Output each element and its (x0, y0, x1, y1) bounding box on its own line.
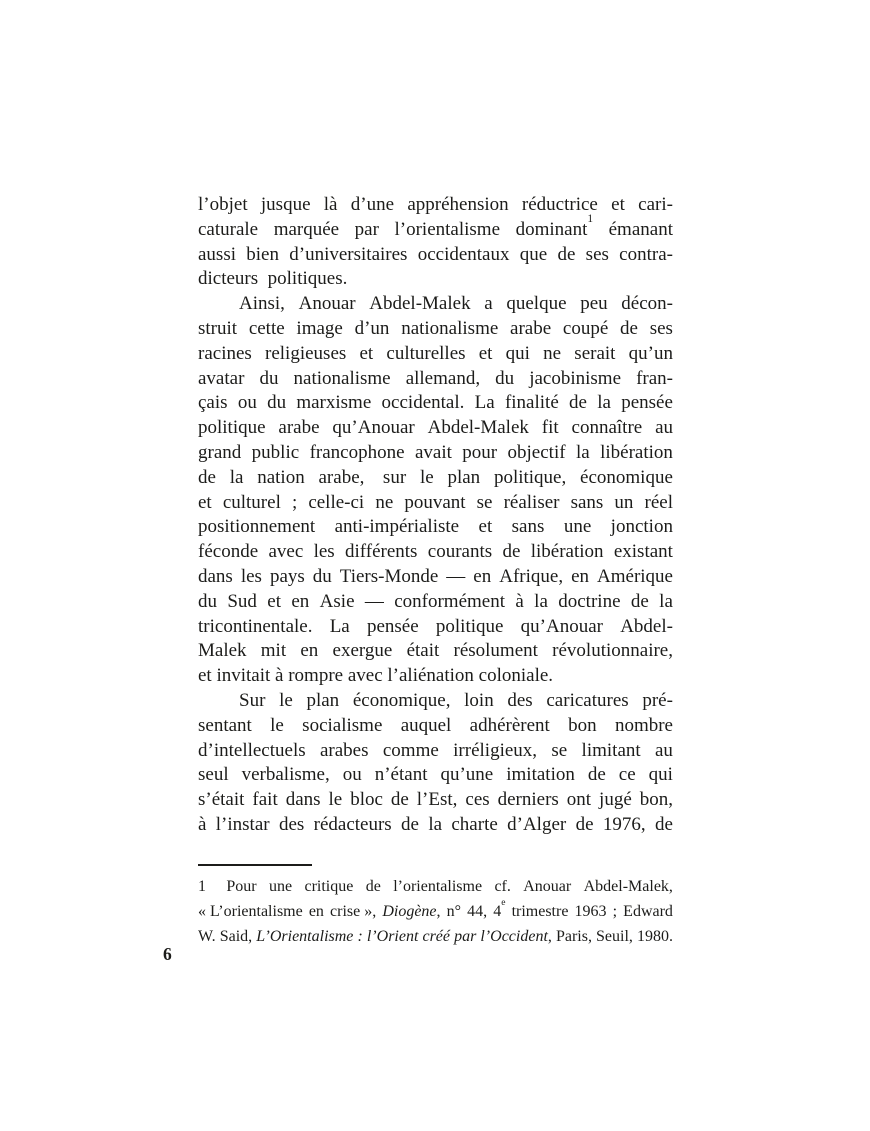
text-line: racines religieuses et culturelles et qui ne serait qu’un (198, 342, 673, 364)
text-line: W. Said, L’Orientalisme : l’Orient créé par l’Occident, Paris, Seuil, 1980. (198, 927, 673, 945)
text-line: l’objet jusque là d’une appréhension réductrice et cari- (198, 194, 673, 215)
text-line: du Sud et en Asie — conformément à la doctrine de la (198, 590, 673, 612)
text-line: d’intellectuels arabes comme irréligieux, se limitant au (198, 739, 673, 761)
text-line: 1 Pour une critique de l’orientalisme cf. Anouar Abdel-Malek, (198, 878, 673, 895)
text-line: Ainsi, Anouar Abdel-Malek a quelque peu décon- (239, 293, 673, 315)
text-line: caturale marquée par l’orientalisme dominant$^1$ émanant (198, 213, 673, 240)
text-line: tricontinentale. La pensée politique qu’Anouar Abdel- (198, 615, 673, 637)
text-line: Sur le plan économique, loin des caricatures pré- (239, 689, 673, 711)
text-line: çais ou du marxisme occidental. La finalité de la pensée (198, 392, 673, 414)
text-line: féconde avec les différents courants de libération existant (198, 541, 673, 563)
text-line: de la nation arabe, sur le plan politique, économique (198, 466, 673, 488)
text-line: grand public francophone avait pour objectif la libération (198, 441, 673, 463)
text-line: positionnement anti-impérialiste et sans une jonction (198, 516, 673, 538)
text-line: aussi bien d’universitaires occidentaux que de ses contra- (198, 243, 673, 265)
footnote-separator (198, 864, 312, 866)
text-line: « L’orientalisme en crise », Diogène, n° 44, 4e trimestre 1963 ; Edward (198, 897, 673, 920)
text-line: Malek mit en exergue était résolument révolutionnaire, (198, 640, 673, 662)
paragraph (198, 292, 673, 689)
text-line: sentant le socialisme auquel adhérèrent bon nombre (198, 714, 673, 736)
text-line: et invitait à rompre avec l’aliénation coloniale. (198, 665, 554, 687)
body-text (198, 193, 673, 838)
paragraph (198, 689, 673, 838)
footnote-ref: 1 (587, 213, 594, 226)
page-number: 6 (163, 944, 172, 964)
text-line: struit cette image d’un nationalisme arabe coupé de ses (198, 317, 673, 339)
footnote-ref: e (501, 897, 506, 909)
paragraph (198, 193, 673, 292)
text-line: dans les pays du Tiers-Monde — en Afrique, en Amérique (198, 565, 673, 587)
text-line: seul verbalisme, ou n’étant qu’une imitation de ce qui (198, 764, 673, 786)
footnote-text (198, 875, 673, 949)
text-line: avatar du nationalisme allemand, du jacobinisme fran- (198, 367, 673, 389)
text-line: s’était fait dans le bloc de l’Est, ces derniers ont jugé bon, (198, 789, 673, 811)
text-line: politique arabe qu’Anouar Abdel-Malek fit connaître au (198, 417, 673, 439)
text-line: dicteurs politiques. (198, 268, 348, 290)
text-line: et culturel ; celle-ci ne pouvant se réaliser sans un réel (198, 491, 673, 513)
paragraph (198, 875, 673, 949)
text-line: à l’instar des rédacteurs de la charte d’Alger de 1976, de (198, 813, 673, 835)
